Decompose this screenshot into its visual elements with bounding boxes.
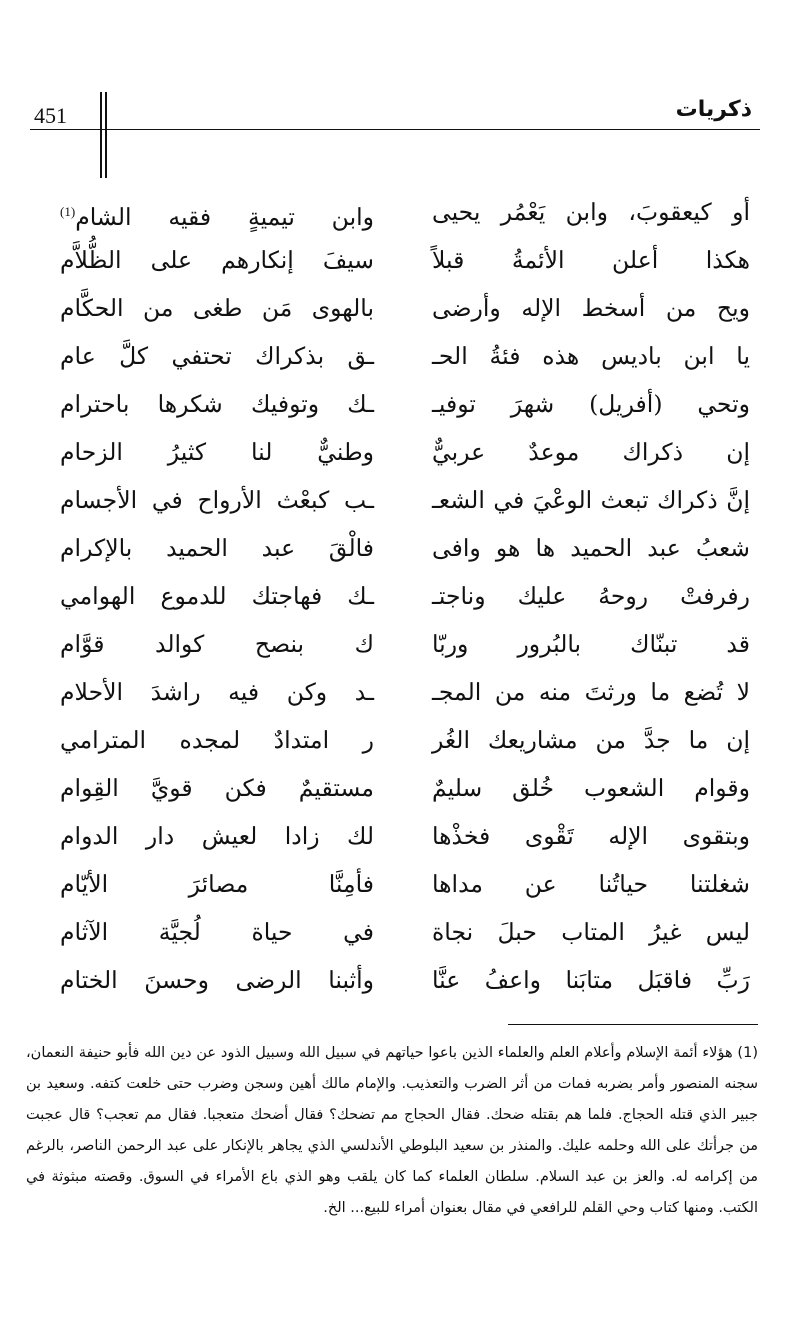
- verse-left-hemistich: بالهوى مَن طغى من الحكَّام: [60, 294, 374, 322]
- verse-right-hemistich: وقوام الشعوب خُلق سليمٌ: [432, 774, 750, 802]
- verse-left-hemistich: ـب كبعْث الأرواح في الأجسام: [60, 486, 374, 514]
- footnote: (1) هؤلاء أئمة الإسلام وأعلام العلم والعلماء الذين باعوا حياتهم في سبيل الله وسبيل الذود عن دين الله فأبو حنيفة النعمان، سجنه المنصور وأمر بضربه فمات من أثر الضرب والتعذيب. والإمام مالك أهين وسجن وضرب حتى خلعت كتفه. وسعيد بن جبير الذي قتله الحجاج. فلما هم بقتله ضحك. فقال الحجاج مم تضحك؟ فقال أضحك متعجبا. فقال مم تعجب؟ قال عجبت من جرأتك على الله وحلمه عليك. والمنذر بن سعيد البلوطي الأندلسي الذي يجاهر بالإنكار على عبد الرحمن الناصر، بالرغم من إكرامه له. والعز بن عبد السلام. سلطان العلماء كما كان يلقب وهو الذي باع الأمراء في السوق. وقصته مبثوثة في الكتب. ومنها كتاب وحي القلم للرافعي في مقال بعنوان أمراء للبيع... الخ.: [26, 1045, 758, 1216]
- verse-right-hemistich: أو كيعقوبَ، وابن يَعْمُر يحيى: [432, 198, 750, 226]
- verse-left-hemistich: وأثبنا الرضى وحسنَ الختام: [60, 966, 374, 994]
- header-rule: [30, 129, 760, 130]
- verse-2: [0, 240, 788, 288]
- verse-4: [0, 336, 788, 384]
- verse-1: [0, 192, 788, 240]
- verse-right-hemistich: ويح من أسخط الإله وأرضى: [432, 294, 750, 322]
- verse-8: [0, 528, 788, 576]
- verse-13: [0, 768, 788, 816]
- verse-7: [0, 480, 788, 528]
- verse-right-hemistich: إن ما جدَّ من مشاريعك الغُر: [432, 726, 750, 754]
- verse-left-hemistich: ر امتدادٌ لمجده المترامي: [60, 726, 374, 754]
- verse-17: [0, 960, 788, 1008]
- verse-left-text: وابن تيميةٍ فقيه الشام: [75, 202, 374, 231]
- verse-right-hemistich: وتحي (أفريل) شهرَ توفيـ: [432, 390, 750, 418]
- verse-right-hemistich: قد تبنّاك بالبُرور وربّا: [432, 630, 750, 658]
- verse-right-hemistich: وبتقوى الإله تَقْوى فخذْها: [432, 822, 750, 850]
- verse-left-hemistich: فأمِنَّا مصائرَ الأيّام: [60, 870, 374, 898]
- verse-left-hemistich: مستقيمٌ فكن قويَّ القِوام: [60, 774, 374, 802]
- verse-right-hemistich: ليس غيرُ المتاب حبلَ نجاة: [432, 918, 750, 946]
- header-vertical-rule: [100, 92, 102, 178]
- verse-left-hemistich: فالْقَ عبد الحميد بالإكرام: [60, 534, 374, 562]
- verse-right-hemistich: لا تُضع ما ورثتَ منه من المجـ: [432, 678, 750, 706]
- verse-right-hemistich: شغلتنا حياتُنا عن مداها: [432, 870, 750, 898]
- verse-left-hemistich: في حياة لُجيَّة الآثام: [60, 918, 374, 946]
- verse-right-hemistich: هكذا أعلن الأئمةُ قبلاً: [432, 246, 750, 274]
- verse-right-hemistich: يا ابن باديس هذه فئةُ الحـ: [432, 342, 750, 370]
- verse-left-hemistich: ـك فهاجتك للدموع الهوامي: [60, 582, 374, 610]
- page-number: 451: [34, 103, 67, 128]
- verse-11: [0, 672, 788, 720]
- verse-right-hemistich: شعبُ عبد الحميد ها هو وافى: [432, 534, 750, 562]
- footnote-rule: [508, 1024, 758, 1025]
- verse-16: [0, 912, 788, 960]
- verse-left-hemistich: [60, 192, 374, 237]
- verse-14: [0, 816, 788, 864]
- verse-3: [0, 288, 788, 336]
- verse-right-hemistich: إنَّ ذكراك تبعث الوعْيَ في الشعـ: [432, 486, 750, 514]
- verse-right-hemistich: إن ذكراك موعدٌ عربيٌّ: [432, 438, 750, 466]
- verse-left-hemistich: ك بنصح كوالد قوَّام: [60, 630, 374, 658]
- footnote-marker: (1): [60, 204, 76, 219]
- verse-5: [0, 384, 788, 432]
- verse-left-hemistich: وطنيٌّ لنا كثيرُ الزحام: [60, 438, 374, 466]
- verse-right-hemistich: رفرفتْ روحهُ عليك وناجتـ: [432, 582, 750, 610]
- running-title: ذكريات: [675, 97, 752, 122]
- verse-left-hemistich: ـق بذكراك تحتفي كلَّ عام: [60, 342, 374, 370]
- verse-10: [0, 624, 788, 672]
- verse-left-hemistich: سيفَ إنكارهم على الظُّلاَّم: [60, 246, 374, 274]
- verse-9: [0, 576, 788, 624]
- verse-left-hemistich: ـد وكن فيه راشدَ الأحلام: [60, 678, 374, 706]
- verse-12: [0, 720, 788, 768]
- verse-6: [0, 432, 788, 480]
- verse-left-hemistich: لك زادا لعيش دار الدوام: [60, 822, 374, 850]
- verse-15: [0, 864, 788, 912]
- verse-right-hemistich: رَبِّ فاقبَل متابَنا واعفُ عنَّا: [432, 966, 750, 994]
- verse-left-hemistich: ـك وتوفيك شكرها باحترام: [60, 390, 374, 418]
- header-vertical-rule-inner: [105, 92, 107, 178]
